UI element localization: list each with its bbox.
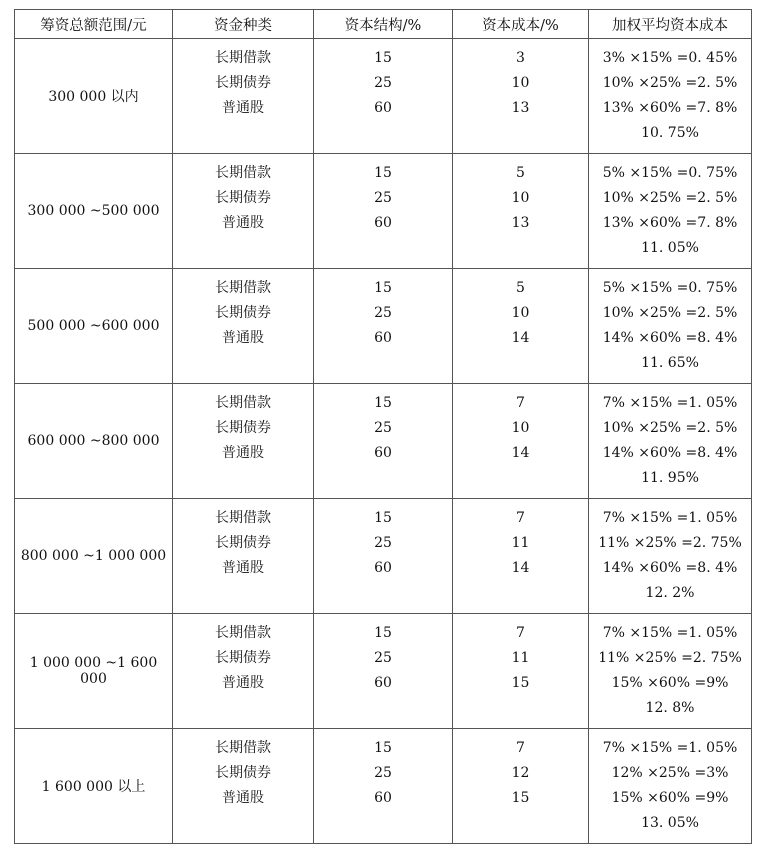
structure-line: 25: [374, 650, 392, 666]
fund-type-cell: [173, 499, 314, 614]
header-wacc: 加权平均资本成本: [589, 10, 752, 39]
wacc-line: 10% ×25% =2. 5%: [602, 420, 738, 436]
types-line: 普通股: [222, 215, 264, 231]
cost-line: 15: [511, 675, 530, 691]
wacc-line: 3% ×15% =0. 45%: [602, 50, 738, 66]
wacc-lines: [589, 621, 751, 721]
table-body: [15, 39, 752, 844]
structure-line: 15: [374, 280, 392, 296]
types-line: 长期借款: [215, 625, 271, 641]
types-lines: [173, 736, 313, 811]
wacc-cell: [589, 729, 752, 844]
types-line: 长期借款: [215, 395, 271, 411]
types-line: 长期债券: [215, 75, 271, 91]
structure-line: 60: [374, 215, 392, 231]
types-lines: [173, 161, 313, 236]
capital-cost-cell: [453, 384, 589, 499]
header-capital-cost: 资本成本/%: [453, 10, 589, 39]
cost-line: 5: [516, 165, 525, 181]
wacc-cell: [589, 39, 752, 154]
structure-lines: [314, 506, 452, 581]
types-line: 长期借款: [215, 165, 271, 181]
range-cell: 600 000 ~800 000: [15, 384, 173, 499]
wacc-lines: [589, 391, 751, 491]
capital-cost-cell: [453, 154, 589, 269]
cost-line: 14: [511, 330, 530, 346]
types-lines: [173, 506, 313, 581]
capital-structure-cell: [314, 384, 453, 499]
types-line: 长期债券: [215, 420, 271, 436]
wacc-line: 11. 05%: [641, 240, 699, 256]
cost-line: 13: [511, 215, 530, 231]
wacc-table: [14, 9, 752, 844]
types-line: 普通股: [222, 100, 264, 116]
capital-cost-cell: [453, 614, 589, 729]
types-line: 长期借款: [215, 280, 271, 296]
fund-type-cell: [173, 614, 314, 729]
wacc-lines: [589, 161, 751, 261]
capital-structure-cell: [314, 499, 453, 614]
table-row: [15, 269, 752, 384]
cost-line: 11: [511, 650, 530, 666]
types-line: 普通股: [222, 790, 264, 806]
range-cell: 500 000 ~600 000: [15, 269, 173, 384]
types-line: 长期借款: [215, 510, 271, 526]
types-lines: [173, 46, 313, 121]
cost-line: 14: [511, 445, 530, 461]
cost-line: 10: [511, 190, 530, 206]
range-cell: 1 600 000 以上: [15, 729, 173, 844]
wacc-line: 10% ×25% =2. 5%: [602, 190, 738, 206]
structure-line: 25: [374, 535, 392, 551]
types-line: 长期债券: [215, 765, 271, 781]
types-line: 长期借款: [215, 50, 271, 66]
wacc-cell: [589, 269, 752, 384]
wacc-line: 14% ×60% =8. 4%: [602, 445, 738, 461]
table-header: [15, 10, 752, 39]
range-cell: 800 000 ~1 000 000: [15, 499, 173, 614]
types-line: 普通股: [222, 330, 264, 346]
capital-cost-cell: [453, 269, 589, 384]
wacc-line: 7% ×15% =1. 05%: [602, 510, 738, 526]
types-line: 普通股: [222, 560, 264, 576]
range-cell: 1 000 000 ~1 600 000: [15, 614, 173, 729]
cost-lines: [453, 276, 588, 351]
cost-line: 15: [511, 790, 530, 806]
structure-line: 15: [374, 50, 392, 66]
wacc-lines: [589, 46, 751, 146]
wacc-line: 7% ×15% =1. 05%: [602, 395, 738, 411]
capital-structure-cell: [314, 39, 453, 154]
cost-line: 10: [511, 305, 530, 321]
wacc-lines: [589, 506, 751, 606]
capital-structure-cell: [314, 154, 453, 269]
range-cell: 300 000 以内: [15, 39, 173, 154]
cost-line: 10: [511, 75, 530, 91]
table-row: [15, 154, 752, 269]
types-line: 普通股: [222, 675, 264, 691]
cost-line: 3: [516, 50, 525, 66]
structure-lines: [314, 621, 452, 696]
header-row: [15, 10, 752, 39]
structure-lines: [314, 46, 452, 121]
wacc-line: 7% ×15% =1. 05%: [602, 740, 738, 756]
structure-line: 15: [374, 165, 392, 181]
structure-line: 60: [374, 560, 392, 576]
cost-line: 7: [516, 510, 525, 526]
structure-line: 60: [374, 330, 392, 346]
table-row: [15, 729, 752, 844]
table-row: [15, 614, 752, 729]
wacc-line: 13% ×60% =7. 8%: [602, 100, 738, 116]
wacc-line: 11. 95%: [641, 470, 699, 486]
structure-line: 25: [374, 305, 392, 321]
fund-type-cell: [173, 384, 314, 499]
structure-line: 25: [374, 190, 392, 206]
wacc-line: 10. 75%: [641, 125, 699, 141]
cost-line: 13: [511, 100, 530, 116]
wacc-cell: [589, 384, 752, 499]
wacc-line: 10% ×25% =2. 5%: [602, 305, 738, 321]
header-range: 筹资总额范围/元: [15, 10, 173, 39]
header-capital-structure: 资本结构/%: [314, 10, 453, 39]
wacc-line: 5% ×15% =0. 75%: [602, 280, 738, 296]
structure-line: 15: [374, 395, 392, 411]
wacc-line: 14% ×60% =8. 4%: [602, 330, 738, 346]
capital-structure-cell: [314, 614, 453, 729]
structure-lines: [314, 276, 452, 351]
header-fund-type: 资金种类: [173, 10, 314, 39]
structure-line: 60: [374, 445, 392, 461]
wacc-line: 12. 2%: [645, 585, 695, 601]
structure-lines: [314, 391, 452, 466]
capital-cost-cell: [453, 39, 589, 154]
types-line: 长期债券: [215, 650, 271, 666]
capital-structure-cell: [314, 269, 453, 384]
cost-line: 7: [516, 625, 525, 641]
structure-line: 25: [374, 420, 392, 436]
wacc-line: 12. 8%: [645, 700, 695, 716]
wacc-line: 12% ×25% =3%: [611, 765, 729, 781]
cost-lines: [453, 736, 588, 811]
structure-line: 25: [374, 765, 392, 781]
capital-cost-cell: [453, 499, 589, 614]
types-lines: [173, 621, 313, 696]
types-line: 长期债券: [215, 190, 271, 206]
cost-lines: [453, 621, 588, 696]
wacc-lines: [589, 736, 751, 836]
wacc-lines: [589, 276, 751, 376]
structure-line: 60: [374, 100, 392, 116]
structure-line: 60: [374, 790, 392, 806]
wacc-line: 14% ×60% =8. 4%: [602, 560, 738, 576]
wacc-cell: [589, 499, 752, 614]
capital-cost-cell: [453, 729, 589, 844]
structure-lines: [314, 161, 452, 236]
cost-line: 7: [516, 740, 525, 756]
structure-line: 60: [374, 675, 392, 691]
wacc-line: 15% ×60% =9%: [611, 790, 729, 806]
structure-line: 15: [374, 625, 392, 641]
capital-structure-cell: [314, 729, 453, 844]
wacc-line: 11. 65%: [641, 355, 699, 371]
wacc-line: 11% ×25% =2. 75%: [598, 650, 742, 666]
structure-line: 15: [374, 510, 392, 526]
structure-line: 15: [374, 740, 392, 756]
wacc-cell: [589, 154, 752, 269]
cost-lines: [453, 161, 588, 236]
types-lines: [173, 391, 313, 466]
wacc-cell: [589, 614, 752, 729]
wacc-line: 5% ×15% =0. 75%: [602, 165, 738, 181]
table-row: [15, 39, 752, 154]
cost-lines: [453, 391, 588, 466]
fund-type-cell: [173, 729, 314, 844]
structure-lines: [314, 736, 452, 811]
fund-type-cell: [173, 154, 314, 269]
types-line: 长期债券: [215, 305, 271, 321]
cost-lines: [453, 506, 588, 581]
cost-line: 14: [511, 560, 530, 576]
cost-line: 5: [516, 280, 525, 296]
fund-type-cell: [173, 39, 314, 154]
types-line: 长期债券: [215, 535, 271, 551]
wacc-line: 15% ×60% =9%: [611, 675, 729, 691]
range-cell: 300 000 ~500 000: [15, 154, 173, 269]
cost-line: 10: [511, 420, 530, 436]
table-row: [15, 384, 752, 499]
cost-line: 12: [511, 765, 530, 781]
types-lines: [173, 276, 313, 351]
fund-type-cell: [173, 269, 314, 384]
cost-lines: [453, 46, 588, 121]
wacc-line: 10% ×25% =2. 5%: [602, 75, 738, 91]
wacc-line: 13% ×60% =7. 8%: [602, 215, 738, 231]
cost-line: 11: [511, 535, 530, 551]
structure-line: 25: [374, 75, 392, 91]
wacc-line: 13. 05%: [641, 815, 699, 831]
types-line: 长期借款: [215, 740, 271, 756]
wacc-line: 7% ×15% =1. 05%: [602, 625, 738, 641]
types-line: 普通股: [222, 445, 264, 461]
table-row: [15, 499, 752, 614]
wacc-line: 11% ×25% =2. 75%: [598, 535, 742, 551]
cost-line: 7: [516, 395, 525, 411]
